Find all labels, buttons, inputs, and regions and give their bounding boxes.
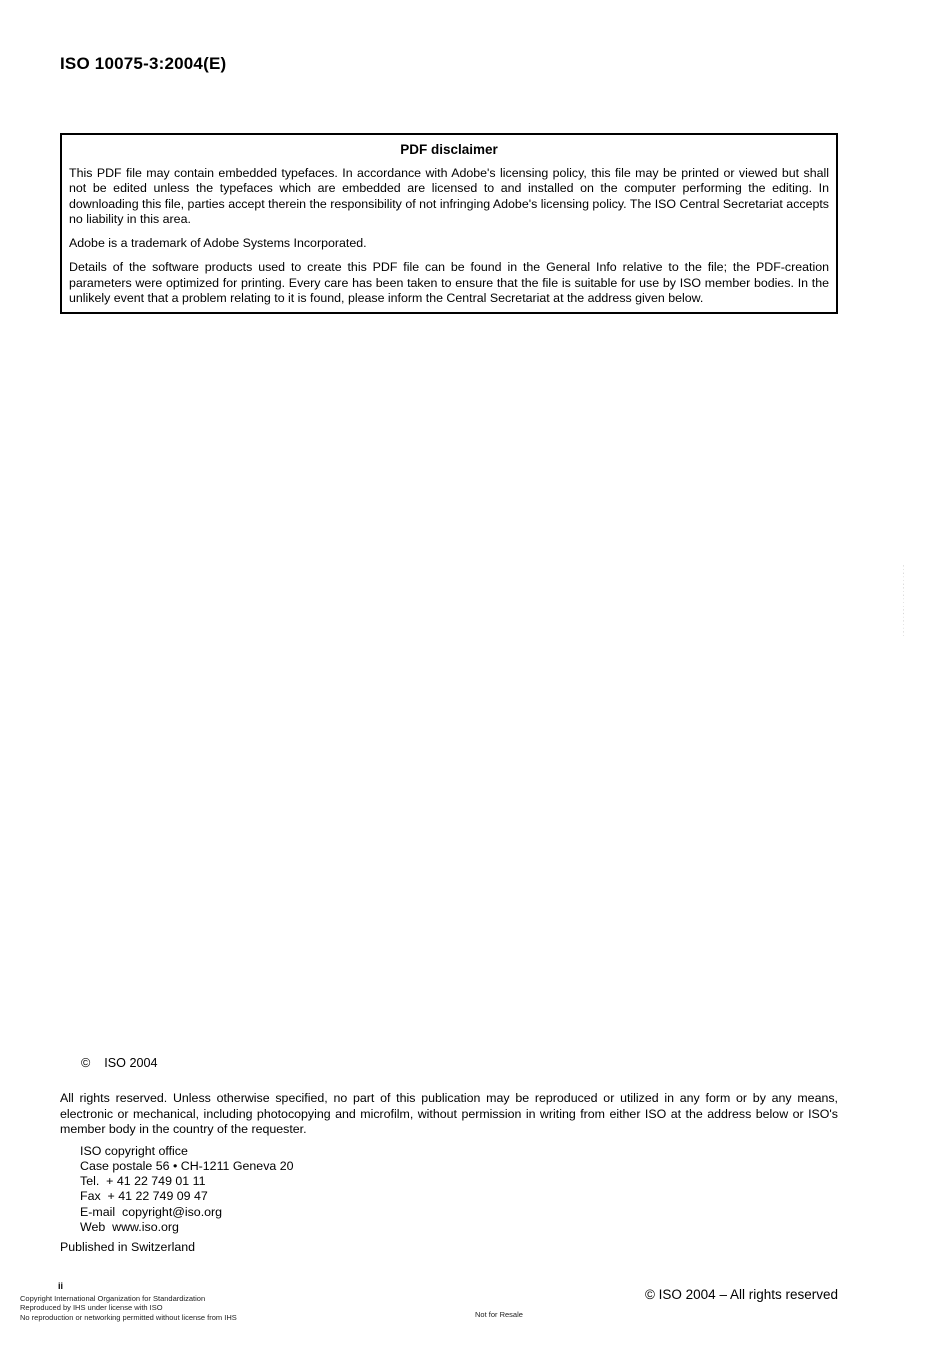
not-for-resale-label: Not for Resale bbox=[475, 1310, 523, 1319]
disclaimer-box-title: PDF disclaimer bbox=[400, 142, 498, 157]
document-header-title: ISO 10075-3:2004(E) bbox=[60, 54, 227, 73]
address-line-postal: Case postale 56 • CH-1211 Geneva 20 bbox=[80, 1158, 294, 1173]
ihs-line-copyright: Copyright International Organization for Standardization bbox=[20, 1294, 206, 1303]
disclaimer-paragraph: This PDF file may contain embedded typefaces. In accordance with Adobe's licensing policy, this file may be printed or viewed but shall not be edited unless the typefaces which are embedded are licensed to and installed on the computer performing the editing. In downloading this file, parties accept therein the responsibility of not infringing Adobe's licensing policy. The ISO Central Secretariat accepts no liability in this area. bbox=[69, 166, 829, 226]
address-line-email: E-mail copyright@iso.org bbox=[80, 1204, 223, 1219]
rights-paragraph: All rights reserved. Unless otherwise specified, no part of this publication may be reproduced or utilized in any form or by any means, electronic or mechanical, including photocopying and microfilm, without permission in writing from either ISO at the address below or ISO's member body in the country of the requester. bbox=[60, 1091, 838, 1137]
copyright-year: ISO 2004 bbox=[104, 1056, 158, 1070]
disclaimer-paragraph: Details of the software products used to create this PDF file can be found in the General Info relative to the file; the PDF-creation parameters were optimized for printing. Every care has been taken to ensure that the file is suitable for use by ISO member bodies. In the unlikely event that a problem relating to it is found, please inform the Central Secretariat at the address given below. bbox=[69, 260, 829, 306]
copyright-symbol: © bbox=[81, 1056, 91, 1070]
edge-watermark: -·-··--·-···--·-··-· bbox=[900, 565, 906, 639]
ihs-line-reproduced: Reproduced by IHS under license with ISO bbox=[20, 1303, 163, 1313]
address-line-web: Web www.iso.org bbox=[80, 1219, 179, 1234]
disclaimer-paragraph: Adobe is a trademark of Adobe Systems Incorporated. bbox=[69, 236, 367, 251]
page-number: ii bbox=[58, 1281, 64, 1291]
footer-rights-line: © ISO 2004 – All rights reserved bbox=[644, 1287, 838, 1302]
iso-address-block bbox=[80, 1144, 838, 1235]
published-line: Published in Switzerland bbox=[60, 1240, 195, 1254]
address-line-tel: Tel. + 41 22 749 01 11 bbox=[80, 1174, 206, 1189]
copyright-block bbox=[60, 1042, 838, 1254]
ihs-license-notice bbox=[20, 1294, 237, 1322]
ihs-line-no-reproduction: No reproduction or networking permitted without license from IHS bbox=[20, 1312, 237, 1322]
pdf-disclaimer-box bbox=[60, 133, 838, 314]
address-line-office: ISO copyright office bbox=[80, 1143, 188, 1158]
copyright-year-line bbox=[60, 1042, 838, 1084]
address-line-fax: Fax + 41 22 749 09 47 bbox=[80, 1189, 208, 1204]
